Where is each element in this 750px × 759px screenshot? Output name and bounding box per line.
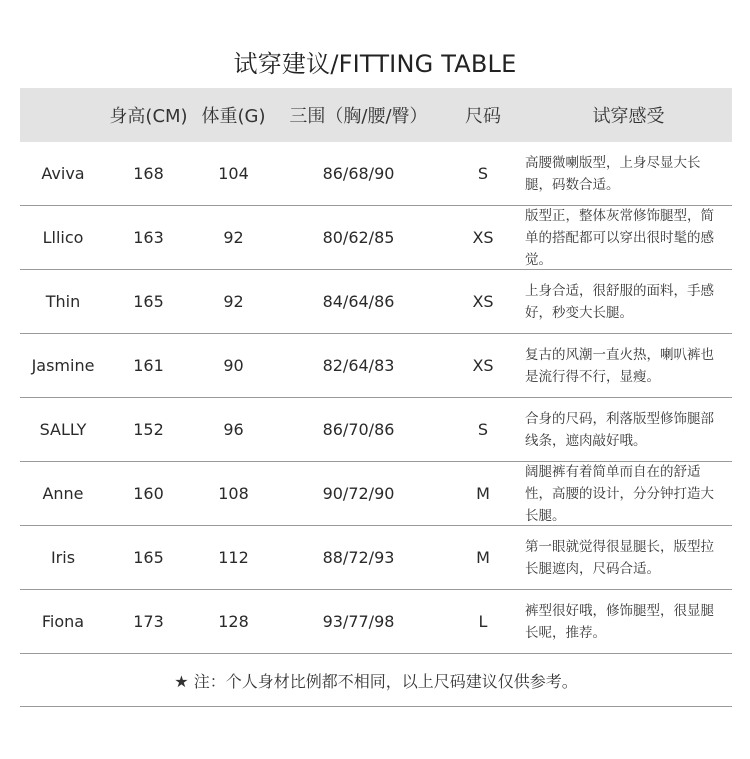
row-weight: 112 [218, 548, 249, 567]
row-size: S [477, 420, 489, 439]
row-measurements: 90/72/90 [322, 484, 395, 503]
row-comment: 阔腿裤有着简单而自在的舒适性，高腰的设计，分分钟打造大长腿。 [525, 463, 714, 524]
row-comment: 上身合适，很舒服的面料，手感好，秒变大长腿。 [525, 282, 714, 321]
row-size: M [476, 548, 490, 567]
row-comment: 合身的尺码，利落版型修饰腿部线条，遮肉敲好哦。 [525, 410, 714, 449]
row-size: M [476, 484, 490, 503]
table-body [20, 142, 732, 654]
row-size: XS [472, 356, 494, 375]
row-measurements: 80/62/85 [322, 228, 395, 247]
table-row [20, 334, 732, 398]
header-measurements: 三围（胸/腰/臀） [289, 106, 428, 127]
row-weight: 90 [223, 356, 244, 375]
row-size: L [478, 612, 488, 631]
row-name: SALLY [39, 420, 87, 439]
row-weight: 92 [223, 292, 244, 311]
table-header [20, 88, 732, 142]
table-row [20, 590, 732, 654]
row-comment: 高腰微喇版型，上身尽显大长腿，码数合适。 [525, 154, 701, 193]
row-measurements: 82/64/83 [322, 356, 395, 375]
row-size: S [477, 164, 489, 183]
row-height: 165 [133, 292, 164, 311]
row-measurements: 84/64/86 [322, 292, 395, 311]
row-height: 168 [133, 164, 164, 183]
row-weight: 108 [218, 484, 249, 503]
row-name: Thin [45, 292, 81, 311]
row-height: 152 [133, 420, 164, 439]
row-height: 160 [133, 484, 164, 503]
row-measurements: 86/68/90 [322, 164, 395, 183]
row-height: 161 [133, 356, 164, 375]
footnote: ★ 注：个人身材比例都不相同，以上尺码建议仅供参考。 [20, 654, 732, 707]
row-height: 163 [133, 228, 164, 247]
row-height: 173 [133, 612, 164, 631]
table-row [20, 206, 732, 270]
row-weight: 96 [223, 420, 244, 439]
row-measurements: 93/77/98 [322, 612, 395, 631]
header-weight: 体重(G) [201, 106, 266, 127]
table-row [20, 462, 732, 526]
row-size: XS [472, 228, 494, 247]
row-name: Iris [50, 548, 76, 567]
row-size: XS [472, 292, 494, 311]
row-comment: 复古的风潮一直火热，喇叭裤也是流行得不行，显瘦。 [525, 346, 714, 385]
row-name: Anne [42, 484, 84, 503]
row-weight: 128 [218, 612, 249, 631]
row-comment: 裤型很好哦，修饰腿型，很显腿长呢，推荐。 [525, 602, 714, 641]
fitting-table [20, 88, 732, 654]
table-row [20, 526, 732, 590]
table-row [20, 398, 732, 462]
table-row [20, 270, 732, 334]
row-comment: 版型正，整体灰常修饰腿型，简单的搭配都可以穿出很时髦的感觉。 [525, 207, 714, 268]
row-name: Lllico [42, 228, 84, 247]
header-size: 尺码 [465, 106, 501, 127]
row-name: Fiona [41, 612, 85, 631]
header-height: 身高(CM) [109, 106, 188, 127]
row-comment: 第一眼就觉得很显腿长，版型拉长腿遮肉，尺码合适。 [525, 538, 714, 577]
row-height: 165 [133, 548, 164, 567]
row-measurements: 88/72/93 [322, 548, 395, 567]
row-weight: 92 [223, 228, 244, 247]
page-title: 试穿建议/FITTING TABLE [233, 50, 517, 78]
row-name: Jasmine [31, 356, 95, 375]
header-comment: 试穿感受 [592, 106, 665, 127]
table-row [20, 142, 732, 206]
row-name: Aviva [41, 164, 85, 183]
row-weight: 104 [218, 164, 249, 183]
row-measurements: 86/70/86 [322, 420, 395, 439]
